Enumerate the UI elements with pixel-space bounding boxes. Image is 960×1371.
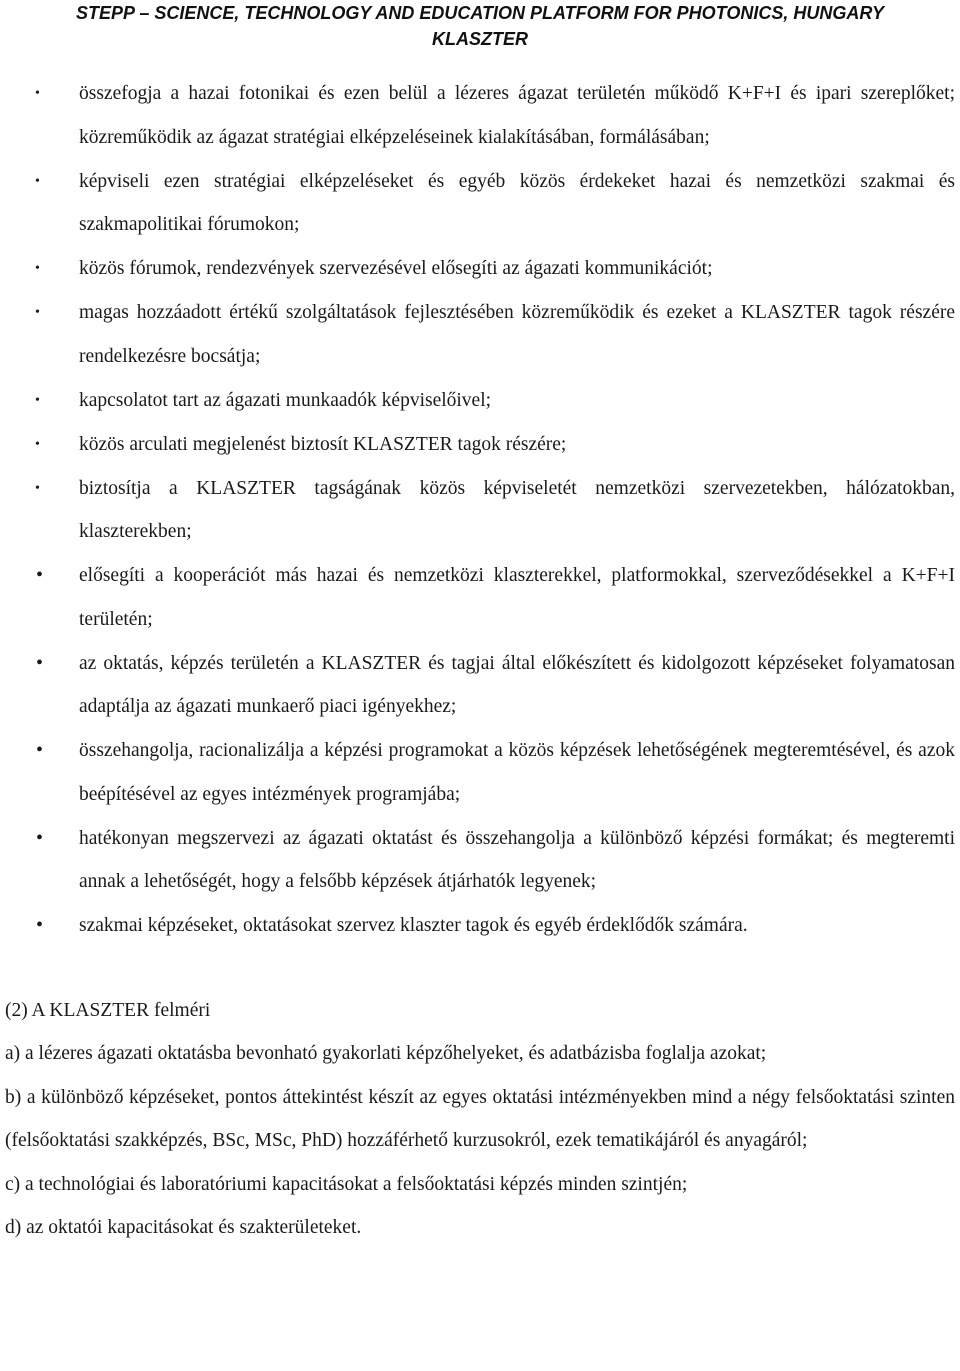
section-item: b) a különböző képzéseket, pontos áttekintést készít az egyes oktatási intézményekben mind a négy felsőoktatási szinten (felsőoktatási szakképzés, BSc, MSc, PhD) hozzáférhető kurzusokról, ezek tematikájáról és anyagáról; [5, 1086, 955, 1151]
document-body [5, 72, 955, 1250]
bullet-icon: • [35, 86, 40, 101]
list-item-text: szakmai képzéseket, oktatásokat szervez klaszter tagok és egyéb érdeklődők számára. [79, 915, 748, 936]
list-item-text: összefogja a hazai fotonikai és ezen belül a lézeres ágazat területén működő K+F+I és ipari szereplőket; közreműködik az ágazat stratégiai elképzeléseinek kialakításában, formálásában; [79, 83, 955, 148]
survey-section [5, 989, 955, 1250]
list-item [5, 379, 955, 423]
list-item [5, 554, 955, 641]
bullet-icon: • [36, 651, 44, 674]
list-item [5, 729, 955, 816]
list-item-text: összehangolja, racionalizálja a képzési programokat a közös képzések lehetőségének megteremtésével, és azok beépítésével az egyes intézmények programjába; [79, 740, 955, 805]
bullet-icon: • [35, 173, 40, 189]
list-item [5, 160, 955, 247]
list-item-text: magas hozzáadott értékű szolgáltatások fejlesztésében közreműködik és ezeket a KLASZTER tagok részére rendelkezésre bocsátja; [79, 302, 955, 367]
list-item [5, 423, 955, 467]
list-item-text: közös fórumok, rendezvények szervezésével elősegíti az ágazati kommunikációt; [79, 258, 713, 279]
bullet-icon: • [35, 261, 40, 276]
bullet-icon: • [36, 564, 44, 586]
list-item-text: hatékonyan megszervezi az ágazati oktatást és összehangolja a különböző képzési formákat; és megteremti annak a lehetőségét, hogy a felsőbb képzések átjárhatók legyenek; [79, 827, 955, 892]
list-item-text: közös arculati megjelenést biztosít KLASZTER tagok részére; [79, 433, 567, 455]
header-title: STEPP – SCIENCE, TECHNOLOGY AND EDUCATION PLATFORM FOR PHOTONICS, HUNGARY [75, 3, 885, 23]
list-item [5, 817, 955, 904]
section-item: c) a technológiai és laboratóriumi kapacitásokat a felsőoktatási képzés minden szintjén; [5, 1173, 688, 1195]
list-item [5, 247, 955, 291]
bullet-icon: • [35, 436, 40, 452]
list-item [5, 904, 955, 948]
list-item [5, 291, 955, 378]
section-item: d) az oktatói kapacitásokat és szakterületeket. [5, 1217, 362, 1238]
list-item-text: képviseli ezen stratégiai elképzeléseket és egyéb közös érdekeket hazai és nemzetközi szakmai és szakmapolitikai fórumokon; [79, 170, 955, 235]
list-item-text: biztosítja a KLASZTER tagságának közös képviseletét nemzetközi szervezetekben, hálózatokban, klaszterekben; [79, 477, 955, 542]
list-item-text: az oktatás, képzés területén a KLASZTER és tagjai által előkészített és kidolgozott képzéseket folyamatosan adaptálja az ágazati munkaerő piaci igényekhez; [79, 652, 955, 717]
list-item-text: kapcsolatot tart az ágazati munkaadók képviselőivel; [79, 389, 492, 411]
bullet-icon: • [35, 392, 40, 408]
list-item [5, 72, 955, 159]
bullet-icon: • [36, 914, 44, 936]
bullet-icon: • [36, 739, 44, 761]
header-subtitle: KLASZTER [432, 29, 528, 49]
bullet-icon: • [36, 826, 44, 849]
list-item [5, 642, 955, 729]
list-item [5, 467, 955, 554]
bullet-list [5, 72, 955, 948]
bullet-icon: • [35, 480, 40, 496]
bullet-icon: • [35, 305, 40, 320]
list-item-text: elősegíti a kooperációt más hazai és nemzetközi klaszterekkel, platformokkal, szerveződésekkel a K+F+I területén; [79, 565, 955, 630]
section-item: a) a lézeres ágazati oktatásba bevonható gyakorlati képzőhelyeket, és adatbázisba foglalja azokat; [5, 1043, 767, 1064]
page-header [0, 0, 960, 52]
section-heading: (2) A KLASZTER felméri [5, 999, 211, 1021]
